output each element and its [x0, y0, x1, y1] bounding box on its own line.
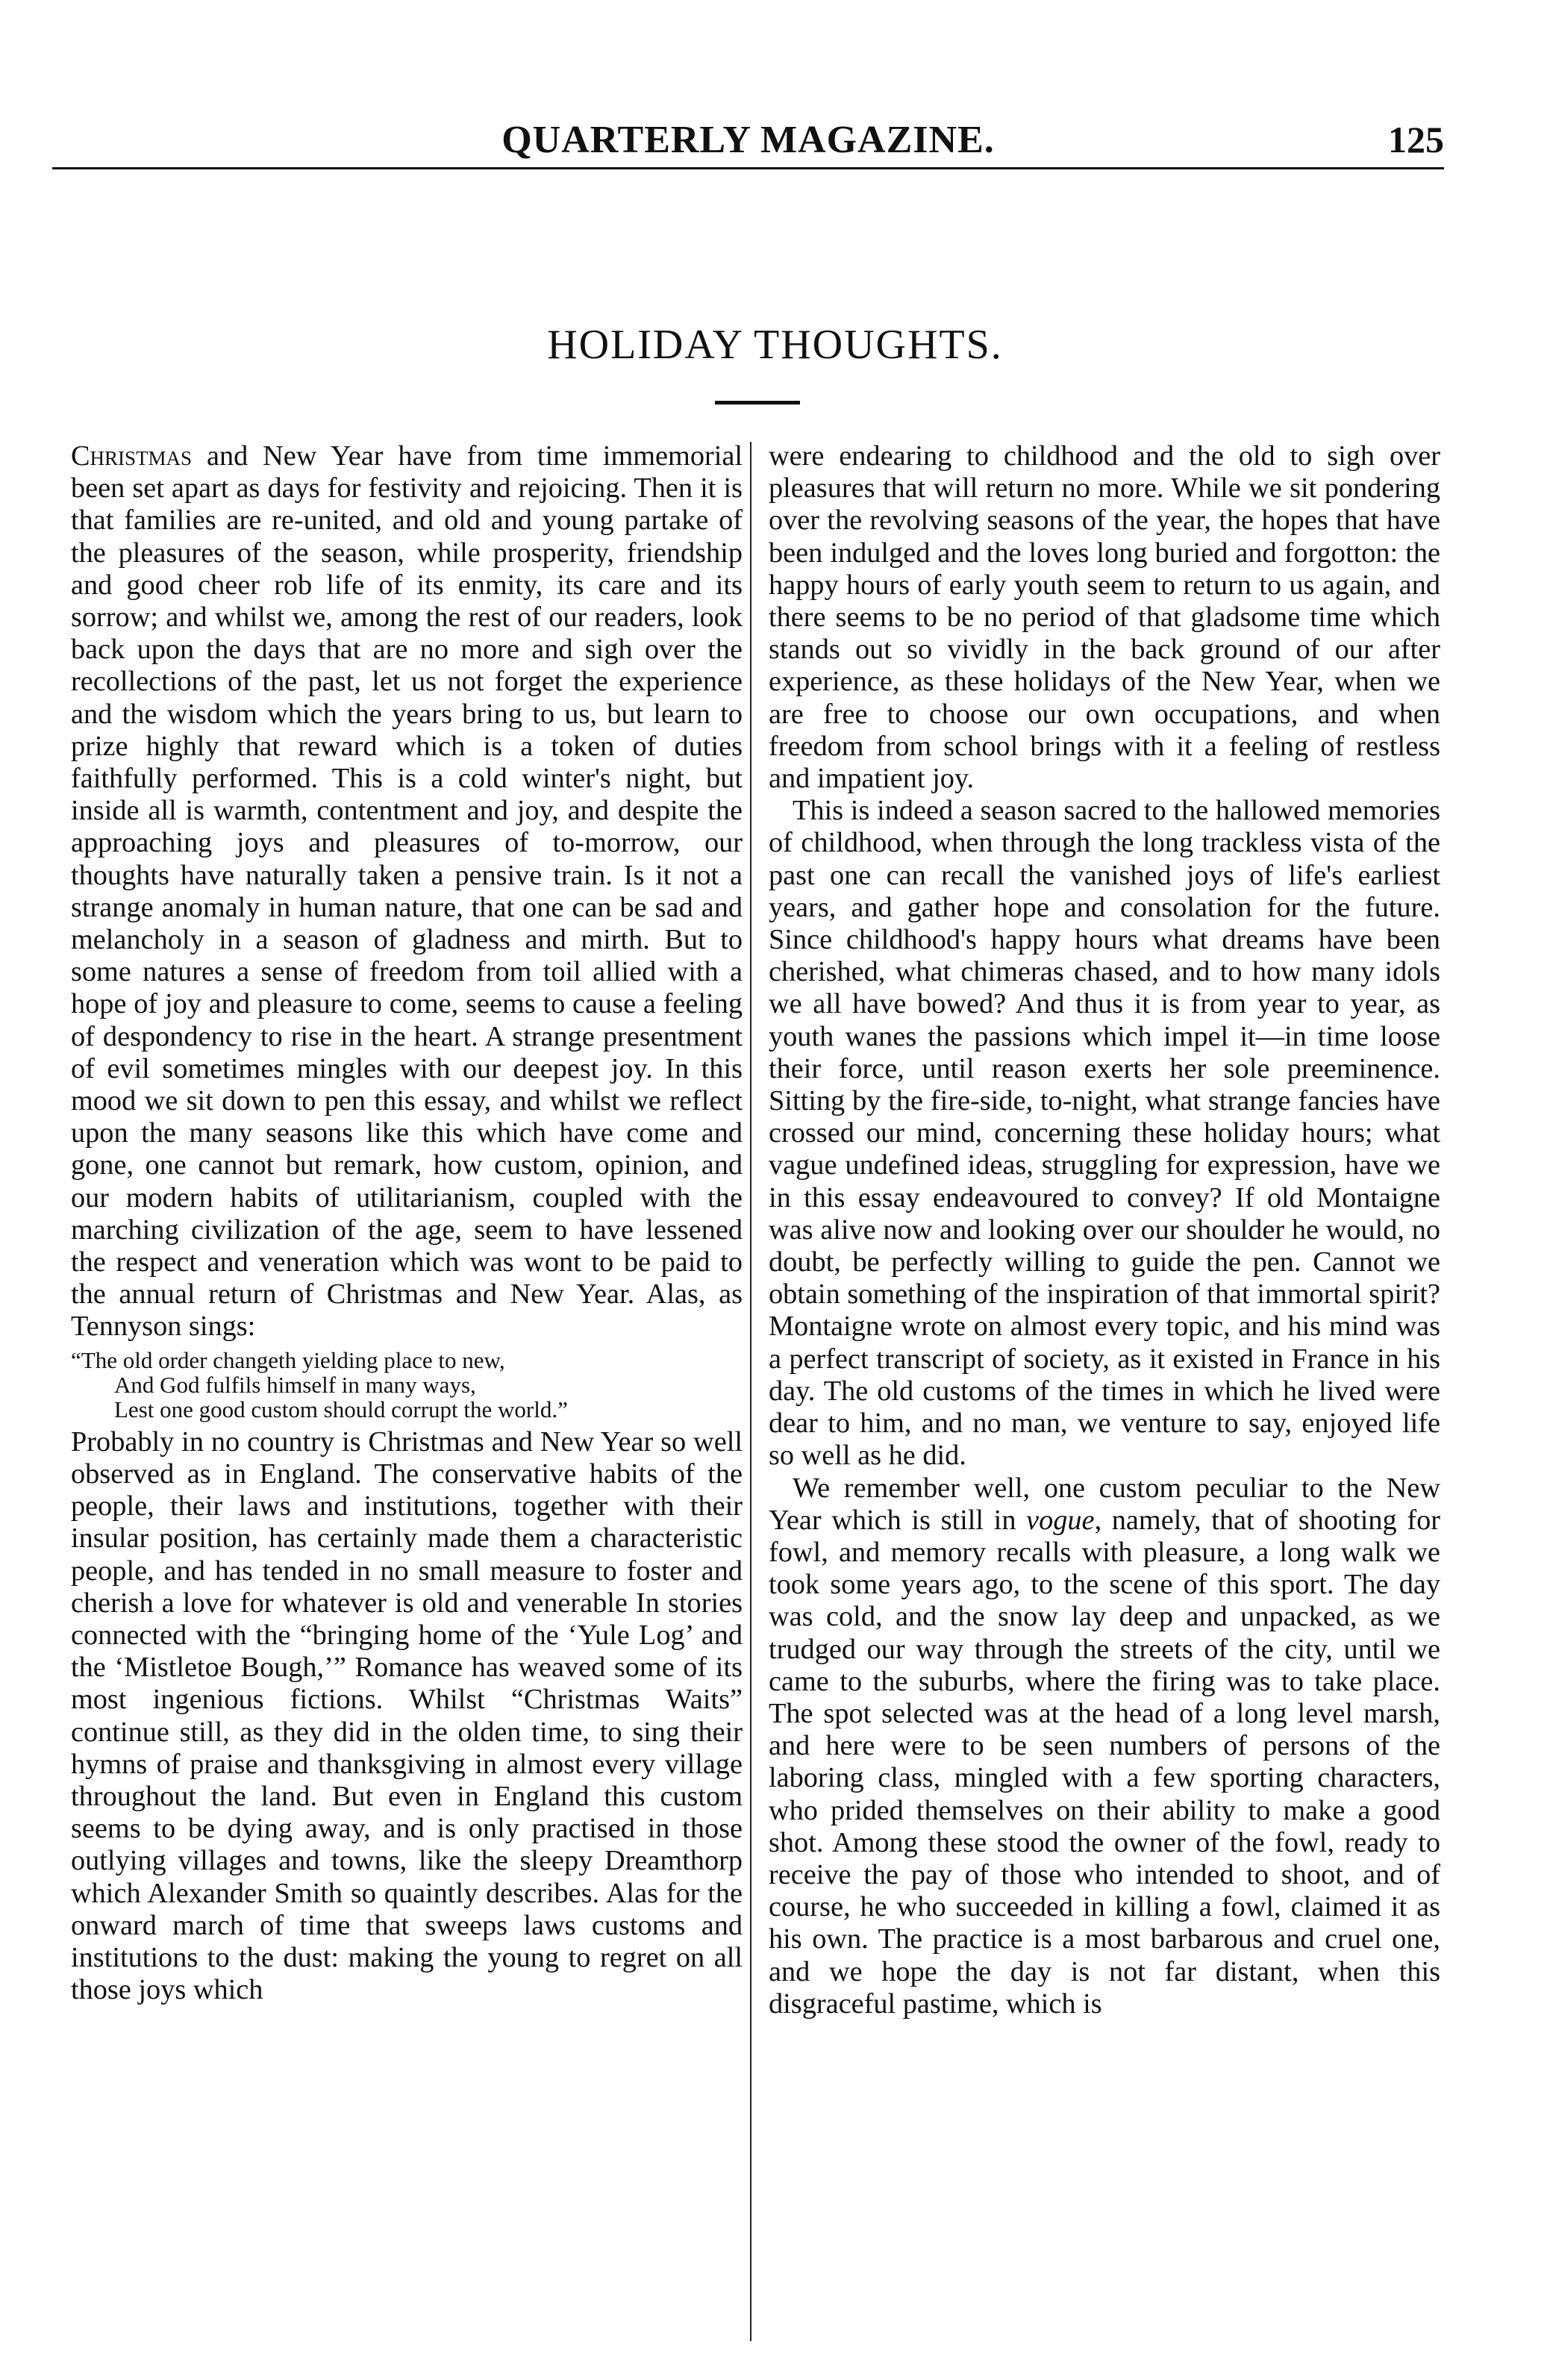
- paragraph-text: and New Year have from time immemorial been set apart as days for festivity and rejoicing. Then it is that families are re-united, and old and young partake of the pleasures of the season, while prosperity, friendship and good cheer rob life of its enmity, its care and its sorrow; and whilst we, among the rest of our readers, look back upon the days that are no more and sigh over the recollections of the past, let us not forget the experience and the wisdom which the years bring to us, but learn to prize highly that reward which is a token of duties faithfully performed. This is a cold winter's night, but inside all is warmth, contentment and joy, and despite the approaching joys and pleasures of to-morrow, our thoughts have naturally taken a pensive train. Is it not a strange anomaly in human nature, that one can be sad and melancholy in a season of gladness and mirth. But to some natures a sense of freedom from toil allied with a hope of joy and pleasure to come, seems to cause a feeling of despondency to rise in the heart. A strange presentment of evil sometimes mingles with our deepest joy. In this mood we sit down to pen this essay, and whilst we reflect upon the many seasons like this which have come and gone, one cannot but remark, how custom, opinion, and our modern habits of utilitarianism, coupled with the marching civilization of the age, seem to have lessened the respect and veneration which was wont to be paid to the annual return of Christmas and New Year. Alas, as Tennyson sings:: [71, 440, 743, 1343]
- paragraph: [769, 1472, 1440, 2020]
- quote-line: “The old order changeth yielding place to new,: [71, 1346, 505, 1373]
- right-column: [769, 440, 1440, 2351]
- paragraph: [71, 440, 743, 1343]
- left-column: [71, 440, 743, 2351]
- page-header: [52, 110, 1444, 169]
- tennyson-quote: [71, 1348, 743, 1422]
- paragraph: This is indeed a season sacred to the hallowed memories of childhood, when through the long trackless vista of the past one can recall the vanished joys of life's earliest years, and gather hope and consolation for the future. Since childhood's happy hours what dreams have been cherished, what chimeras chased, and to how many idols we all have bowed? And thus it is from year to year, as youth wanes the passions which impel it—in time loose their force, until reason exerts her sole preeminence. Sitting by the fire-side, to-night, what strange fancies have crossed our mind, concerning these holiday hours; what vague undefined ideas, struggling for expression, have we in this essay endeavoured to convey? If old Montaigne was alive now and looking over our shoulder he would, no doubt, be perfectly willing to guide the pen. Cannot we obtain something of the inspiration of that immortal spirit? Montaigne wrote on almost every topic, and his mind was a perfect transcript of society, as it existed in France in his day. The old customs of the times in which he lived were dear to him, and no man, we venture to say, enjoyed life so well as he did.: [769, 795, 1440, 1472]
- article-title: HOLIDAY THOUGHTS.: [547, 322, 1003, 368]
- paragraph-text: We remember well, one custom peculiar to the New Year which is still in: [769, 1472, 1440, 1536]
- title-rule: [715, 401, 800, 405]
- column-divider: [750, 442, 751, 2341]
- paragraph-text: , namely, that of shooting for fowl, and memory recalls with pleasure, a long walk we took some years ago, to the scene of this sport. The day was cold, and the snow lay deep and unpacked, as we trudged our way through the streets of the city, until we came to the suburbs, where the firing was to take place. The spot selected was at the head of a long level marsh, and here were to be seen numbers of persons of the laboring class, mingled with a few sporting characters, who prided themselves on their ability to make a good shot. Among these stood the owner of the fowl, ready to receive the pay of those who intended to shoot, and of course, he who succeeded in killing a fowl, claimed it as his own. The practice is a most barbarous and cruel one, and we hope the day is not far distant, when this disgraceful pastime, which is: [769, 1504, 1440, 2020]
- paragraph: were endearing to childhood and the old to sigh over pleasures that will return no more. While we sit pondering over the revolving seasons of the year, the hopes that have been indulged and the loves long buried and forgotton: the happy hours of early youth seem to return to us again, and there seems to be no period of that gladsome time which stands out so vividly in the back ground of our after experience, as these holidays of the New Year, when we are free to choose our own occupations, and when freedom from school brings with it a feeling of restless and impatient joy.: [769, 440, 1440, 795]
- italic-word: vogue: [1026, 1504, 1095, 1536]
- opening-word: Christmas: [71, 440, 193, 472]
- page-number: 125: [1388, 119, 1444, 160]
- quote-line: Lest one good custom should corrupt the world.”: [114, 1396, 568, 1422]
- running-title: QUARTERLY MAGAZINE.: [501, 119, 995, 161]
- paragraph: Probably in no country is Christmas and New Year so well observed as in England. The conservative habits of the people, their laws and institutions, together with their insular position, has certainly made them a characteristic people, and has tended in no small measure to foster and cherish a love for whatever is old and venerable In stories connected with the “bringing home of the ‘Yule Log’ and the ‘Mistletoe Bough,’” Romance has weaved some of its most ingenious fictions. Whilst “Christmas Waits” continue still, as they did in the olden time, to sing their hymns of praise and thanksgiving in almost every village throughout the land. But even in England this custom seems to be dying away, and is only practised in those outlying villages and towns, like the sleepy Dreamthorp which Alexander Smith so quaintly describes. Alas for the onward march of time that sweeps laws customs and institutions to the dust: making the young to regret on all those joys which: [71, 1425, 743, 2006]
- quote-line: And God fulfils himself in many ways,: [114, 1371, 476, 1398]
